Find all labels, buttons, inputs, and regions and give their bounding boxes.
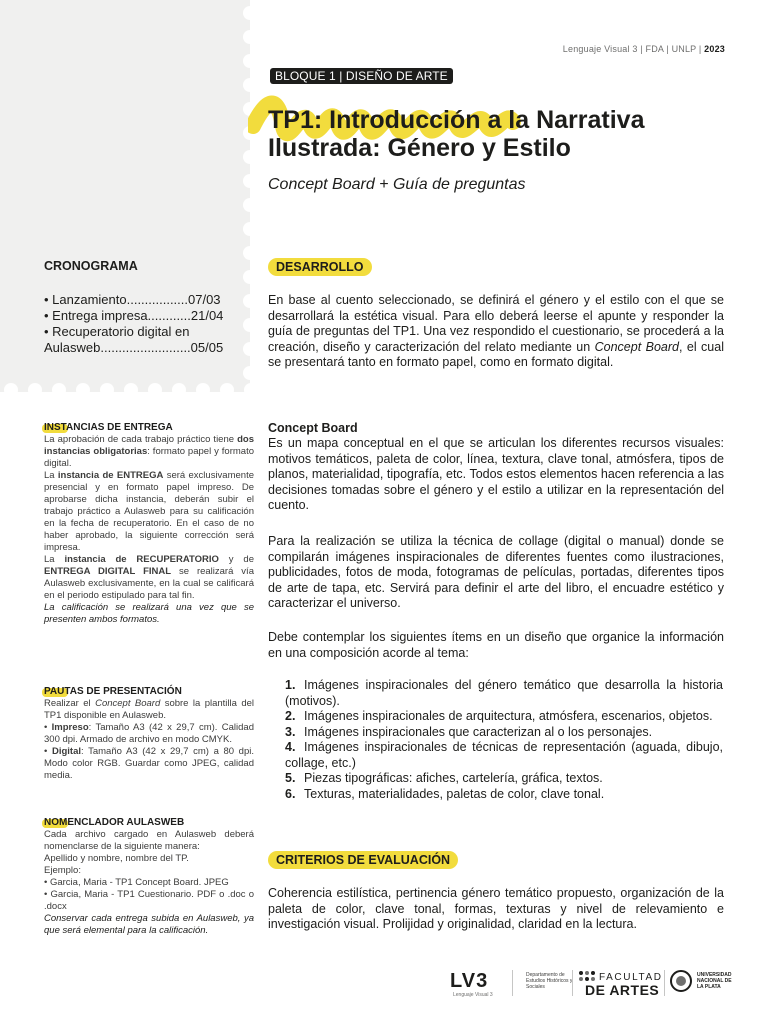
instancias-paragraph: La instancia de ENTREGA será exclusivamente presencial y en formato papel impreso. De aprobarse dicha instancia, deberán subir el trabajo práctico a Aulasweb para su calificación en la fecha de recuperatorio. En el caso de no haber aprobado, la siguiente corrección será impresa.: [44, 470, 254, 553]
pautas-paragraph: • Impreso: Tamaño A3 (42 x 29,7 cm). Calidad 300 dpi. Armado de archivo en modo CMYK.: [44, 722, 254, 745]
nomenclador-paragraph: Apellido y nombre, nombre del TP.: [44, 853, 189, 864]
perforation-hole: [243, 318, 257, 332]
cronograma-item: • Entrega impresa............21/04: [44, 308, 224, 323]
perforation-hole: [124, 383, 138, 397]
perforation-hole: [243, 222, 257, 236]
perforated-edge: [250, 0, 264, 392]
criterios-label: CRITERIOS DE EVALUACIÓN: [268, 851, 458, 869]
list-item: 5. Piezas tipográficas: afiches, cartelería, gráfica, textos.: [285, 771, 603, 785]
perforation-hole: [243, 246, 257, 260]
perforation-hole: [243, 366, 257, 380]
header-meta-text: Lenguaje Visual 3 | FDA | UNLP |: [562, 44, 702, 54]
perforated-bottom-edge: [0, 383, 250, 397]
facultad-logo-top: FACULTAD: [599, 972, 663, 983]
nomenclador-heading: NOMENCLADOR AULASWEB: [44, 817, 185, 828]
cronograma-item: • Lanzamiento.................07/03: [44, 292, 221, 307]
perforation-hole: [243, 198, 257, 212]
perforation-hole: [220, 383, 234, 397]
page-subtitle: Concept Board + Guía de preguntas: [268, 176, 526, 193]
nomenclador-paragraph: • Garcia, Maria - TP1 Cuestionario. PDF o .doc o .docx: [44, 889, 254, 912]
perforation-hole: [243, 294, 257, 308]
perforation-hole: [52, 383, 66, 397]
list-item: 4. Imágenes inspiracionales de técnicas de representación (aguada, dibujo, collage, etc.): [285, 740, 723, 770]
fda-dots-icon: [578, 970, 596, 982]
cronograma-item: • Recuperatorio digital en Aulasweb.........................05/05: [44, 324, 224, 355]
lv3-logo-caption: Lenguaje Visual 3: [453, 992, 493, 998]
nomenclador-paragraph: Ejemplo:: [44, 865, 81, 876]
lv3-logo: LV3: [450, 970, 489, 992]
cronograma-heading: CRONOGRAMA: [44, 259, 138, 273]
concept-board-heading: Concept Board: [268, 421, 358, 435]
perforation-hole: [243, 270, 257, 284]
items-list: [285, 678, 723, 802]
perforation-hole: [243, 6, 257, 20]
perforation-hole: [196, 383, 210, 397]
perforation-hole: [148, 383, 162, 397]
pautas-heading: PAUTAS DE PRESENTACIÓN: [44, 686, 182, 697]
footer-divider: [664, 970, 665, 996]
perforation-hole: [100, 383, 114, 397]
pautas-section: [44, 686, 254, 782]
nomenclador-note: Conservar cada entrega subida en Aulasweb, ya que será elemental para la calificación.: [44, 913, 254, 936]
items-intro-paragraph: Debe contemplar los siguientes ítems en un diseño que organice la información en una composición acorde al tema:: [268, 630, 724, 660]
unlp-logo-text: UNIVERSIDAD NACIONAL DE LA PLATA: [697, 972, 732, 990]
perforation-hole: [243, 30, 257, 44]
footer-divider: [512, 970, 513, 996]
cronograma-list: [44, 292, 239, 356]
perforation-hole: [243, 54, 257, 68]
instancias-paragraph: La instancia de RECUPERATORIO y de ENTREGA DIGITAL FINAL se realizará vía Aulasweb exclusivamente, en la cual se calificará en el periodo estipulado para tal fin.: [44, 554, 254, 601]
perforation-hole: [244, 383, 258, 397]
perforation-hole: [76, 383, 90, 397]
footer-divider: [572, 970, 573, 996]
perforation-hole: [172, 383, 186, 397]
footer-logos: [450, 968, 730, 1002]
list-item: 1. Imágenes inspiracionales del género temático que desarrolla la historia (motivos).: [285, 678, 723, 708]
instancias-heading: INSTANCIAS DE ENTREGA: [44, 422, 173, 433]
instancias-section: [44, 422, 254, 626]
nomenclador-paragraph: Cada archivo cargado en Aulasweb deberá nomenclarse de la siguiente manera:: [44, 829, 254, 852]
nomenclador-section: [44, 817, 254, 937]
desarrollo-paragraph: En base al cuento seleccionado, se definirá el género y el estilo con el que se desarrollará la estética visual. Para ello deberá leerse el apunte y responder la guía de preguntas del TP1. Una vez respondido el cuestionario, se procederá a la creación, diseño y caracterización del relato mediante un Concept Board, el cual se presentará tanto en formato papel, como en formato digital.: [268, 293, 724, 369]
bloque-badge: BLOQUE 1 | DISEÑO DE ARTE: [270, 68, 453, 84]
department-logo-text: Departamento de Estudios Históricos y Sociales: [526, 972, 573, 990]
list-item: 2. Imágenes inspiracionales de arquitectura, atmósfera, escenarios, objetos.: [285, 709, 713, 723]
header-year: 2023: [704, 44, 725, 54]
perforation-hole: [243, 342, 257, 356]
criterios-paragraph: Coherencia estilística, pertinencia género temático propuesto, organización de la paleta de color, clave tonal, formas, texturas y nivel de relevamiento e investigación visual. Prolijidad y originalidad, claridad en la lectura.: [268, 886, 724, 931]
nomenclador-paragraph: • Garcia, Maria - TP1 Concept Board. JPEG: [44, 877, 229, 888]
instancias-paragraph: La aprobación de cada trabajo práctico tiene dos instancias obligatorias: formato papel y formato digital.: [44, 434, 254, 469]
perforation-hole: [243, 174, 257, 188]
instancias-note: La calificación se realizará una vez que se presenten ambos formatos.: [44, 602, 254, 625]
desarrollo-label: DESARROLLO: [268, 258, 372, 276]
list-item: 3. Imágenes inspiracionales que caracterizan al o los personajes.: [285, 724, 653, 739]
concept-board-paragraph: Es un mapa conceptual en el que se articulan los diferentes recursos visuales: motivos temáticos, paleta de color, línea, textura, clave tonal, atmósfera, tipos de planos, materialidad, tipografía, etc. Todos estos elementos hacen referencia a las decisiones tomadas sobre el género y el estilo a utilizar en la representación del cuento.: [268, 436, 724, 512]
unlp-seal-icon: [670, 970, 692, 992]
pautas-paragraph: Realizar el Concept Board sobre la plantilla del TP1 disponible en Aulasweb.: [44, 698, 255, 721]
perforation-hole: [4, 383, 18, 397]
perforation-hole: [28, 383, 42, 397]
pautas-paragraph: • Digital: Tamaño A3 (42 x 29,7 cm) a 80 dpi. Modo color RGB. Guardar como JPEG, calidad media.: [44, 746, 254, 781]
collage-paragraph: Para la realización se utiliza la técnica de collage (digital o manual) donde se compilarán imágenes inspiracionales de diferentes fuentes como ilustraciones, publicidades, fotos de moda, fotogramas de películas, portadas, diferentes tipos de arte de tapa, etc. Servirá para definir el arte del libro, el encuadre estético y caracterizar el universo.: [268, 534, 724, 610]
facultad-logo-bottom: DE ARTES: [585, 982, 660, 998]
header-meta: [563, 44, 725, 54]
page-title: TP1: Introducción a la Narrativa Ilustrada: Género y Estilo: [268, 106, 645, 162]
list-item: 6. Texturas, materialidades, paletas de color, clave tonal.: [285, 786, 605, 801]
